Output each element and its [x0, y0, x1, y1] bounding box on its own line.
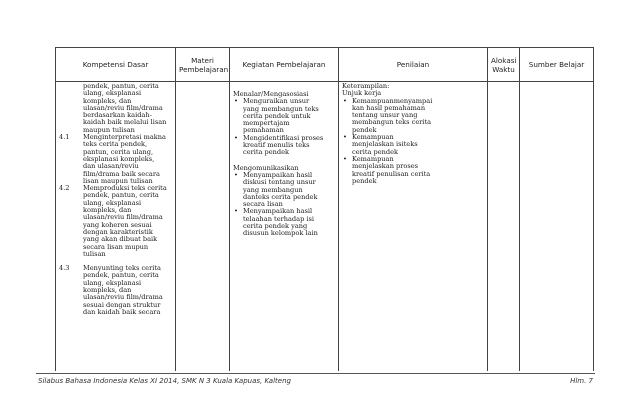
- penilaian-title: Keterampilan:: [342, 82, 390, 90]
- list-item-line: cerita pendek yang: [243, 222, 308, 231]
- list-item-line: yang membangun: [243, 185, 303, 194]
- header-kegiatan-pembelajaran: Kegiatan Pembelajaran: [230, 48, 339, 82]
- kd-item-4-2: [59, 185, 173, 258]
- kd-line: ulasan/reviu film/drama: [83, 213, 163, 222]
- kd-continuation-line: kompleks, dan: [83, 96, 132, 105]
- list-item-line: cerita pendek: [352, 147, 399, 156]
- kd-continuation: [59, 83, 173, 134]
- list-item-line: membangun teks cerita: [352, 118, 432, 127]
- list-item-line: secara lisan: [243, 200, 283, 209]
- list-item: [342, 98, 485, 134]
- kd-line: dan ulasan/reviu: [83, 162, 139, 171]
- kd-line: kompleks, dan: [83, 206, 132, 215]
- kd-line: dengan karakteristik: [83, 227, 153, 236]
- kd-continuation-line: pendek, pantun, cerita: [83, 82, 159, 90]
- kegiatan-list-menalar: [233, 98, 336, 156]
- list-item-line: kreatif penulisan cerita: [352, 169, 431, 178]
- kd-line: kompleks, dan: [83, 286, 132, 295]
- kd-continuation-line: kaidah baik melalui lisan: [83, 118, 167, 127]
- kegiatan-section-title: Menalar/Mengasosiasi: [233, 90, 309, 98]
- kd-line: dan kaidah baik secara: [83, 307, 161, 316]
- kd-line: ulasan/reviu film/drama: [83, 293, 163, 302]
- list-item-line: • Menyampaikan hasil: [243, 207, 313, 216]
- kd-line: Menginterpretasi makna: [83, 133, 166, 142]
- kd-number: 4.2: [59, 184, 70, 193]
- kd-item-4-1: [59, 134, 173, 185]
- kd-line: eksplanasi kompleks,: [83, 154, 155, 163]
- list-item-line: menjelaskan isiteks: [352, 140, 418, 149]
- list-item-line: cerita pendek untuk: [243, 111, 311, 120]
- kd-line: teks cerita pendek,: [83, 140, 148, 149]
- materi-pembelajaran-cell: [176, 82, 230, 372]
- list-item-line: pemahaman: [243, 126, 284, 135]
- list-item: [233, 208, 336, 237]
- list-item-line: tentang unsur yang: [352, 111, 418, 120]
- list-item: [342, 134, 485, 156]
- list-item-line: kreatif menulis teks: [243, 141, 310, 150]
- footer-document-title: Silabus Bahasa Indonesia Kelas XI 2014, SMK N 3 Kuala Kapuas, Kalteng: [38, 377, 291, 385]
- list-item-line: mempertajam: [243, 119, 290, 128]
- kd-continuation-line: ulang, eksplanasi: [83, 89, 142, 98]
- footer-divider: [36, 373, 595, 374]
- header-sumber-belajar: Sumber Belajar: [520, 48, 594, 82]
- kegiatan-pembelajaran-cell: [230, 82, 339, 372]
- list-item-line: cerita pendek: [243, 148, 290, 157]
- penilaian-subtitle: Unjuk kerja: [342, 89, 382, 98]
- kd-line: yang akan dibuat baik: [83, 235, 158, 244]
- syllabus-table: [55, 47, 594, 371]
- alokasi-waktu-cell: [488, 82, 520, 372]
- kegiatan-list-mengomunikasikan: [233, 172, 336, 238]
- list-item-line: • Kemampuan: [352, 154, 394, 163]
- kd-line: sesuai dengan struktur: [83, 300, 161, 309]
- list-item-line: • Kemampuanmenyampai: [352, 96, 433, 105]
- list-item-line: disusun kelompok lain: [243, 229, 318, 238]
- table-header-row: [56, 48, 594, 82]
- kd-line: yang koheren sesuai: [83, 220, 152, 229]
- kegiatan-top-gap: [233, 83, 336, 90]
- kd-line: ulang, eksplanasi: [83, 198, 142, 207]
- list-item-line: telaahan terhadap isi: [243, 214, 314, 223]
- list-item: [342, 156, 485, 185]
- list-item-line: danteks cerita pendek: [243, 192, 318, 201]
- list-item-line: • Menguraikan unsur: [243, 97, 310, 106]
- kd-line: ulang, eksplanasi: [83, 278, 142, 287]
- kd-continuation-line: maupun tulisan: [83, 125, 135, 134]
- table-row: [56, 82, 594, 372]
- list-item-line: yang membangun teks: [243, 104, 319, 113]
- list-item-line: diskusi tentang unsur: [243, 178, 316, 187]
- penilaian-cell: [339, 82, 488, 372]
- kd-line: pendek, pantun, cerita: [83, 191, 159, 200]
- header-materi-pembelajaran: Materi Pembelajaran: [176, 48, 230, 82]
- kd-line: secara lisan mupun: [83, 242, 149, 251]
- kd-continuation-line: berdasarkan kaidah-: [83, 111, 152, 120]
- kegiatan-section-title: Mengomunikasikan: [233, 163, 299, 172]
- kd-line: Memproduksi teks cerita: [83, 184, 167, 193]
- kd-line: lisan maupun tulisan: [83, 176, 153, 185]
- header-penilaian: Penilaian: [339, 48, 488, 82]
- header-alokasi-waktu: Alokasi Waktu: [488, 48, 520, 82]
- list-item: [233, 172, 336, 208]
- list-item-line: menjelaskan proses: [352, 162, 419, 171]
- list-item-line: • Kemampuan: [352, 133, 394, 142]
- kd-number: 4.3: [59, 264, 70, 273]
- footer-page-number: Hlm. 7: [570, 377, 593, 385]
- kd-line: tulisan: [83, 249, 106, 258]
- kd-number: 4.1: [59, 133, 70, 142]
- sumber-belajar-cell: [520, 82, 594, 372]
- list-item-line: pendek: [352, 176, 377, 185]
- list-item-line: • Menyampaikan hasil: [243, 170, 313, 179]
- kd-line: pendek, pantun, cerita: [83, 271, 159, 280]
- kegiatan-section-gap: [233, 157, 336, 164]
- list-item: [233, 98, 336, 134]
- kd-line: film/drama baik secara: [83, 169, 160, 178]
- kd-item-4-3: [59, 265, 173, 316]
- header-kompetensi-dasar: Kompetensi Dasar: [56, 48, 176, 82]
- kd-line: pantun, cerita ulang,: [83, 147, 154, 156]
- list-item: [233, 135, 336, 157]
- penilaian-list: [342, 98, 485, 186]
- list-item-line: • Mengidentifikasi proses: [243, 133, 324, 142]
- kompetensi-dasar-cell: [56, 82, 176, 372]
- kd-line: Menyunting teks cerita: [83, 264, 161, 273]
- list-item-line: kan hasil pemahaman: [352, 103, 426, 112]
- list-item-line: pendek: [352, 125, 377, 134]
- kd-continuation-line: ulasan/reviu film/drama: [83, 103, 163, 112]
